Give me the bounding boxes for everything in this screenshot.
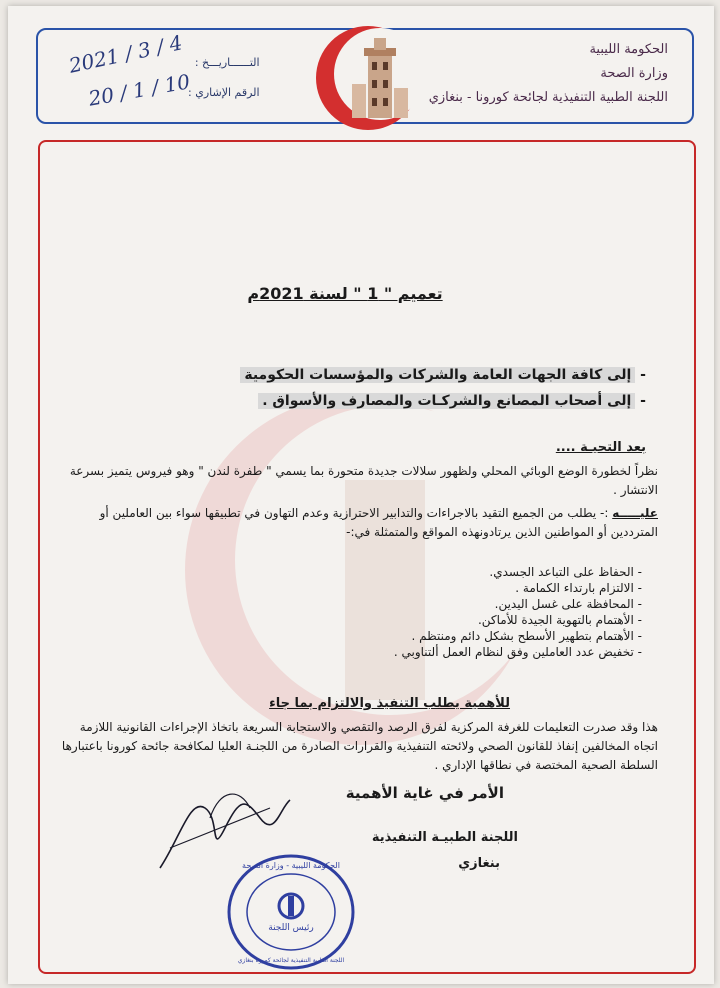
- paragraph-request: [58, 504, 658, 542]
- letterhead-titles: [429, 38, 668, 110]
- signatory-committee: اللجنة الطبيـة التنفيذية: [371, 830, 518, 845]
- date-label: التــــــاريـــخ :: [194, 56, 260, 69]
- recipient-line-1: - إلى كافة الجهات العامة والشركات والمؤسسات الحكومية: [240, 364, 646, 386]
- list-item: - الالتزام بارتداء الكمامة .: [282, 580, 642, 596]
- signatory-city: بنغازي: [458, 856, 500, 871]
- paragraph-enforcement: هذا وقد صدرت التعليمات للغرفة المركزية لفرق الرصد والتقصي والاستجابة السريعة باتخاذ الإجراءات القانونية اللازمة اتجاه المخالفين إنفاذ للقانون الصحي ولائحته التنفيذية والقرارات الصادرة من اللجنـة العليا لمكافحة جائحة كورونا باعتبارها السلطة الصحية المختصة في نطاقها الإداري .: [61, 720, 658, 772]
- letterhead-fields: [188, 48, 260, 108]
- ref-label: الرقم الإشاري :: [188, 86, 260, 99]
- ref-handwritten: 20 / 1 / 10: [86, 69, 192, 111]
- paragraph-lead: عليـــــه: [612, 506, 658, 520]
- date-handwritten: 2021 / 3 / 4: [66, 30, 185, 78]
- circular-title: تعميم " 1 " لسنة 2021م: [247, 284, 443, 303]
- recipient-line-2: - إلى أصحاب المصانع والشركـات والمصارف والأسواق .: [258, 390, 646, 412]
- importance-line: للأهمية يطلب التنفيذ والالتزام بما جاء: [269, 696, 510, 711]
- red-crescent-logo-icon: [312, 24, 424, 132]
- list-item: - الحفاظ على التباعد الجسدي.: [282, 564, 642, 580]
- recipient-text: إلى أصحاب المصانع والشركـات والمصارف والأسواق .: [258, 393, 635, 409]
- measures-list: [282, 564, 642, 660]
- greeting: بعد التحيـة ....: [555, 440, 646, 455]
- gov-name: الحكومة الليبية: [589, 42, 668, 57]
- list-item: - الأهتمام بالتهوية الجيدة للأماكن.: [282, 612, 642, 628]
- list-item: - الأهتمام بتطهير الأسطح بشكل دائم ومنتظم .: [282, 628, 642, 644]
- recipient-text: إلى كافة الجهات العامة والشركات والمؤسسات الحكومية: [240, 367, 635, 383]
- paragraph-intro: نظراً لخطورة الوضع الوبائي المحلي ولظهور سلالات جديدة متحورة بما يسمي " طفرة لندن " وهو فيروس يتميز بسرعة الانتشار .: [69, 464, 658, 497]
- closing-line: الأمر في غاية الأهمية: [345, 784, 504, 802]
- paragraph-request-text: :- يطلب من الجميع التقيد بالاجراءات والتدابير الاحترازية وعدم التهاون في تطبيقها سواء بين العاملين أو المترددين أو المواطنين الذين يرتادونهذه المواقع والمتمثلة في:-: [99, 506, 658, 539]
- stamp-bottom-text: اللجنة الطبية التنفيذية لجائحة كورونا بنغازي: [237, 957, 345, 964]
- ministry-name: وزارة الصحة: [600, 66, 668, 81]
- committee-name: اللجنة الطبية التنفيذية لجائحة كورونا - بنغازي: [428, 90, 668, 105]
- list-item: - تخفيض عدد العاملين وفق لنظام العمل ألتناوبي .: [282, 644, 642, 660]
- stamp-center-text: رئيس اللجنة: [268, 923, 314, 933]
- official-stamp-icon: [226, 852, 356, 972]
- stamp-top-text: الحكومة الليبية - وزارة الصحة: [242, 861, 340, 870]
- list-item: - المحافظة على غسل اليدين.: [282, 596, 642, 612]
